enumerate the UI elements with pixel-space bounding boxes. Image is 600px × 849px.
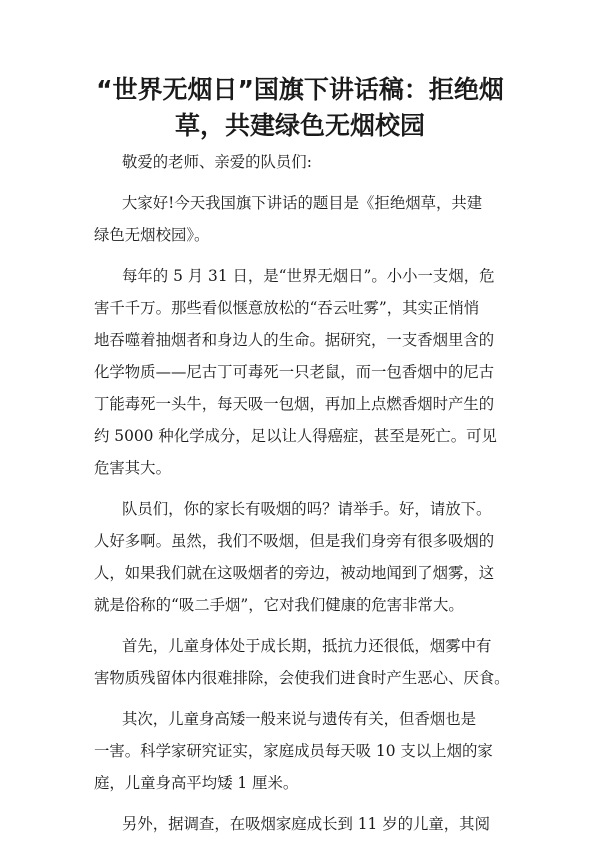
paragraph-greeting [94, 146, 524, 178]
text-line: 其次，儿童身高矮一般来说与遗传有关，但香烟也是 [122, 710, 476, 728]
text-line: 人，如果我们就在这吸烟者的旁边，被动地闻到了烟雾，这 [94, 564, 495, 582]
text-line: 每年的 5 月 31 日，是“世界无烟日”。小小一支烟，危 [122, 267, 495, 285]
paragraph-no-tobacco-day [94, 260, 524, 484]
text-line: 大家好!今天我国旗下讲话的题目是《拒绝烟草，共建 [122, 194, 483, 212]
text-line: 敬爱的老师、亲爱的队员们: [122, 153, 312, 171]
text-line: 一害。科学家研究证实，家庭成员每天吸 10 支以上烟的家 [94, 742, 493, 760]
document-title [60, 72, 540, 144]
text-line: 另外，据调查，在吸烟家庭成长到 11 岁的儿童，其阅 [122, 815, 490, 833]
text-line: 地吞噬着抽烟者和身边人的生命。据研究，一支香烟里含的 [94, 331, 495, 349]
title-line: 草，共建绿色无烟校园 [174, 111, 425, 140]
text-line: 化学物质——尼古丁可毒死一只老鼠，而一包香烟中的尼古 [94, 363, 495, 381]
paragraph-first [94, 630, 524, 694]
text-line: 丁能毒死一头牛，每天吸一包烟，再加上点燃香烟时产生的 [94, 395, 495, 413]
text-line: 约 5000 种化学成分，足以让人得癌症，甚至是死亡。可见 [94, 427, 497, 445]
text-line: 队员们，你的家长有吸烟的吗？请举手。好，请放下。 [122, 500, 492, 518]
paragraph-second-hand-smoke [94, 493, 524, 621]
paragraph-intro [94, 187, 524, 251]
text-line: 害千千万。那些看似惬意放松的“吞云吐雾”，其实正悄悄 [94, 299, 480, 317]
text-line: 绿色无烟校园》。 [94, 226, 210, 244]
text-line: 危害其大。 [94, 459, 171, 477]
text-line: 人好多啊。虽然，我们不吸烟，但是我们身旁有很多吸烟的 [94, 532, 495, 550]
text-line: 就是俗称的“吸二手烟”，它对我们健康的危害非常大。 [94, 596, 464, 614]
text-line: 害物质残留体内很难排除，会使我们进食时产生恶心、厌食。 [94, 669, 510, 687]
paragraph-additionally [94, 808, 524, 840]
text-line: 庭，儿童身高平均矮 1 厘米。 [94, 774, 299, 792]
document-body [94, 146, 524, 849]
title-line: “世界无烟日”国旗下讲话稿：拒绝烟 [96, 75, 504, 104]
text-line: 首先，儿童身体处于成长期，抵抗力还很低，烟雾中有 [122, 637, 492, 655]
paragraph-second [94, 703, 524, 799]
